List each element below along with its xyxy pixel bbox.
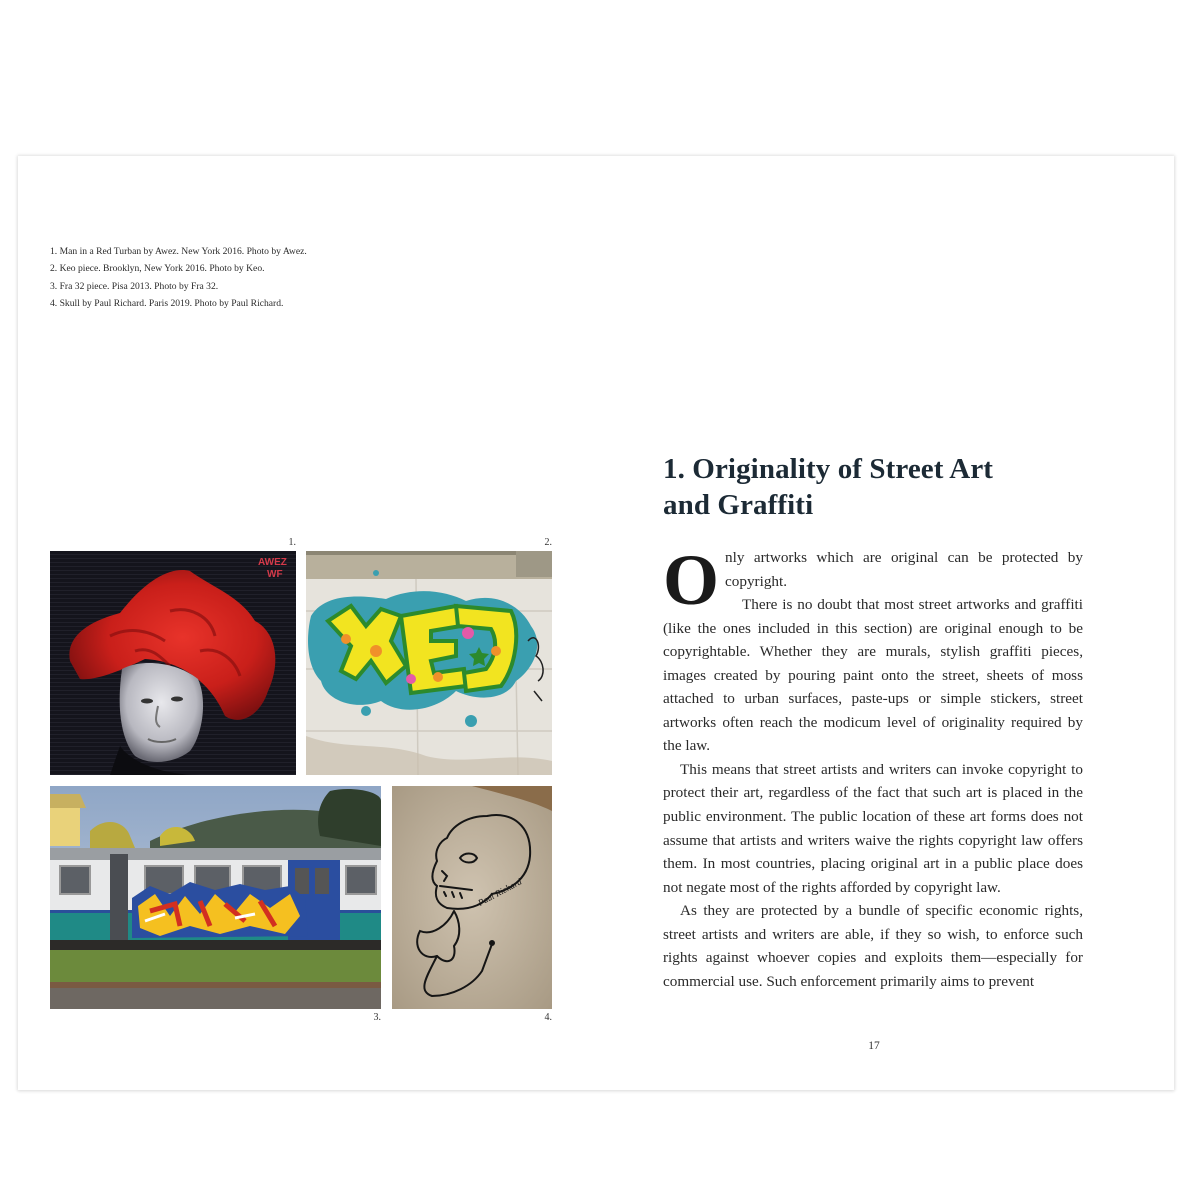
svg-text:WF: WF <box>267 569 283 580</box>
heading-line-2: and Graffiti <box>663 488 814 521</box>
photo-skull-drawing <box>392 786 552 1009</box>
photo-label-2: 2. <box>544 537 552 548</box>
caption-1: 1. Man in a Red Turban by Awez. New York 2016. Photo by Awez. <box>50 246 307 257</box>
caption-2: 2. Keo piece. Brooklyn, New York 2016. Photo by Keo. <box>50 263 265 275</box>
body-text <box>663 540 1083 993</box>
photo-red-turban <box>50 551 296 775</box>
page-number: 17 <box>868 1040 880 1052</box>
photo-label-3: 3. <box>373 1012 381 1023</box>
svg-text:Paul Richard: Paul Richard <box>476 876 524 908</box>
drop-cap: O <box>663 540 720 620</box>
caption-3: 3. Fra 32 piece. Pisa 2013. Photo by Fra 32. <box>50 280 219 292</box>
photo-captions <box>50 243 380 312</box>
photo-train-graffiti <box>50 786 381 1009</box>
photo-label-1: 1. <box>288 537 296 548</box>
photo-label-4: 4. <box>544 1012 552 1023</box>
heading-line-1: 1. Originality of Street Art <box>663 453 994 485</box>
paragraph-4: As they are protected by a bundle of specific economic rights, street artists and writers are able, if they so wish, to enforce such rights against whoever copies and exploits them—especially for commercial use. Such enforcement primarily aims to prevent <box>663 902 1083 990</box>
photo-keo-graffiti <box>306 551 552 775</box>
paragraph-3: This means that street artists and writers can invoke copyright to protect their art, regardless of the fact that such art is placed in the public environment. The public location of these art forms does not assume that artists and writers waive the rights copyright law offers them. In most countries, placing original art in a public place does not negate most of the rights afforded by copyright law. <box>663 760 1083 896</box>
svg-text:AWEZ: AWEZ <box>258 557 287 568</box>
caption-4: 4. Skull by Paul Richard. Paris 2019. Photo by Paul Richard. <box>50 297 284 309</box>
paragraph-2: There is no doubt that most street artworks and graffiti (like the ones included in this section) are original enough to be copyrightable. Whether they are murals, stylish graffiti pieces, images created by pouring paint onto the street, sheets of moss attached to urban surfaces, paste-ups or simple stickers, street artworks often reach the modicum level of originality required by the law. <box>663 596 1083 755</box>
chapter-heading <box>663 452 1093 523</box>
paragraph-1: Only artworks which are original can be protected by copyright. <box>663 540 1083 620</box>
